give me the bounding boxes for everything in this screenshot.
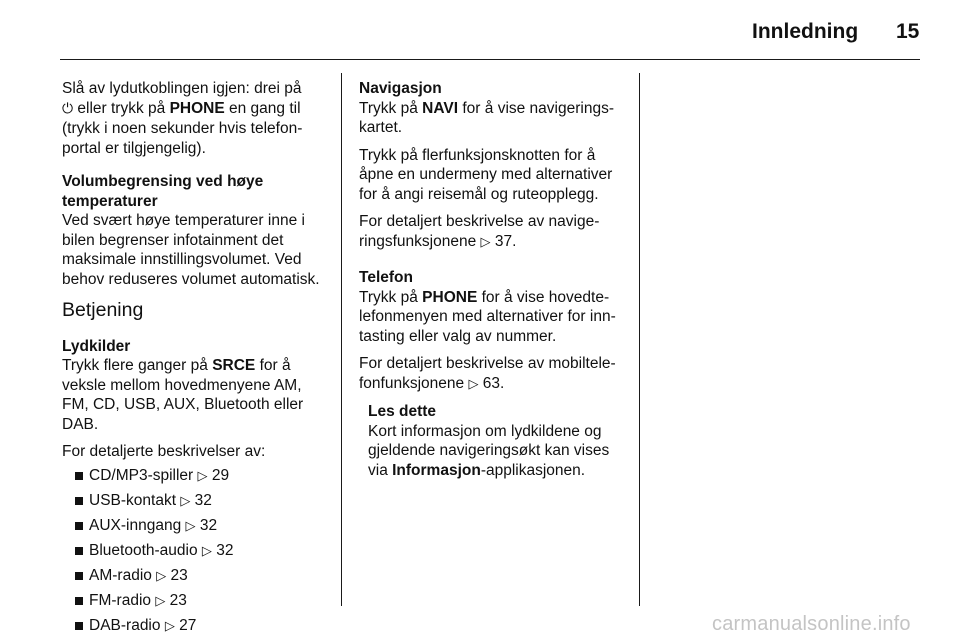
list-item: USB-kontakt ▷ 32 [75, 491, 330, 512]
cross-reference-icon: ▷ [164, 618, 175, 634]
audio-sources-paragraph: Lydkilder Trykk flere ganger på SRCE for å veksle mellom hovedmenyene AM, FM, CD, USB, AUX, Bluetooth eller DAB. [62, 337, 330, 435]
cross-reference-icon: ▷ [468, 376, 479, 392]
srce-key-label: SRCE [212, 357, 256, 374]
informasjon-app-label: Informasjon [392, 461, 481, 479]
list-item: CD/MP3-spiller ▷ 29 [75, 466, 330, 487]
page-number: 15 [896, 20, 920, 43]
cross-reference-icon: ▷ [201, 543, 212, 559]
note-heading: Les dette [368, 403, 437, 420]
phone-key-label: PHONE [422, 288, 478, 306]
telephone-reference: For detaljert beskrivelse av mobiltele- fonfunksjonene ▷ 63. [359, 355, 616, 392]
audio-sources-heading: Lydkilder [62, 337, 131, 355]
page-reference[interactable]: 27 [179, 616, 197, 634]
page-reference[interactable]: 32 [194, 491, 212, 509]
page-reference[interactable]: 63. [482, 374, 505, 392]
navigation-paragraph: Navigasjon Trykk på NAVI for å vise navigerings- kartet. [359, 79, 625, 138]
navigation-heading: Navigasjon [359, 80, 442, 97]
phone-key-label: PHONE [169, 99, 225, 117]
navigation-reference: For detaljert beskrivelse av navige- ringsfunksjonene ▷ 37. [359, 213, 600, 250]
page-reference[interactable]: 32 [199, 516, 218, 534]
column-divider-right [639, 73, 640, 606]
list-item: AUX-inngang ▷ 32 [75, 516, 330, 537]
watermark: carmanualsonline.info [712, 613, 911, 635]
cross-reference-icon: ▷ [197, 468, 208, 484]
page-reference[interactable]: 23 [169, 591, 187, 609]
page-header-title: Innledning [752, 20, 859, 43]
cross-reference-icon: ▷ [480, 234, 491, 250]
header-rule [60, 59, 920, 60]
telephone-heading: Telefon [359, 269, 413, 286]
navi-key-label: NAVI [422, 99, 459, 117]
middle-column [359, 79, 625, 488]
column-divider-left [341, 73, 342, 606]
left-column [62, 79, 330, 641]
volume-limit-paragraph: Volumbegrensing ved høye temperaturer Ved svært høye temperaturer inne i bilen begrenser infotainment det maksimale innstillingsvolumet. Ved behov reduseres volumet automatisk. [62, 172, 330, 289]
volume-limit-heading: Volumbegrensing ved høye [62, 173, 264, 190]
cross-reference-icon: ▷ [180, 493, 191, 509]
audio-source-list [62, 466, 330, 637]
power-icon: ⏻ [62, 100, 74, 117]
navigation-paragraph-2: Trykk på flerfunksjonsknotten for å åpne en undermeny med alternativer for å angi reisemål og ruteopplegg. [359, 146, 613, 203]
page-reference[interactable]: 32 [216, 541, 234, 559]
page-reference[interactable]: 29 [211, 466, 230, 484]
detail-intro: For detaljerte beskrivelser av: [62, 443, 266, 460]
cross-reference-icon: ▷ [155, 593, 166, 609]
cross-reference-icon: ▷ [185, 518, 196, 534]
page-reference[interactable]: 37. [494, 232, 517, 250]
note-box: Les dette Kort informasjon om lydkildene og gjeldende navigeringsøkt kan vises via Informasjon-applikasjonen. [368, 402, 625, 480]
list-item: Bluetooth-audio ▷ 32 [75, 541, 330, 562]
page-reference[interactable]: 23 [170, 566, 188, 584]
list-item: FM-radio ▷ 23 [75, 591, 330, 612]
section-title-betjening: Betjening [62, 299, 144, 321]
telephone-paragraph: Telefon Trykk på PHONE for å vise hovedte- lefonmenyen med alternativer for inn- tasting eller valg av nummer. [359, 268, 625, 346]
list-item: DAB-radio ▷ 27 [75, 616, 330, 637]
list-item: AM-radio ▷ 23 [75, 566, 330, 587]
cross-reference-icon: ▷ [156, 568, 167, 584]
mute-paragraph: Slå av lydutkoblingen igjen: drei på ⏻ eller trykk på PHONE en gang til (trykk i noen sekunder hvis telefon- portal er tilgjengelig). [62, 80, 303, 157]
